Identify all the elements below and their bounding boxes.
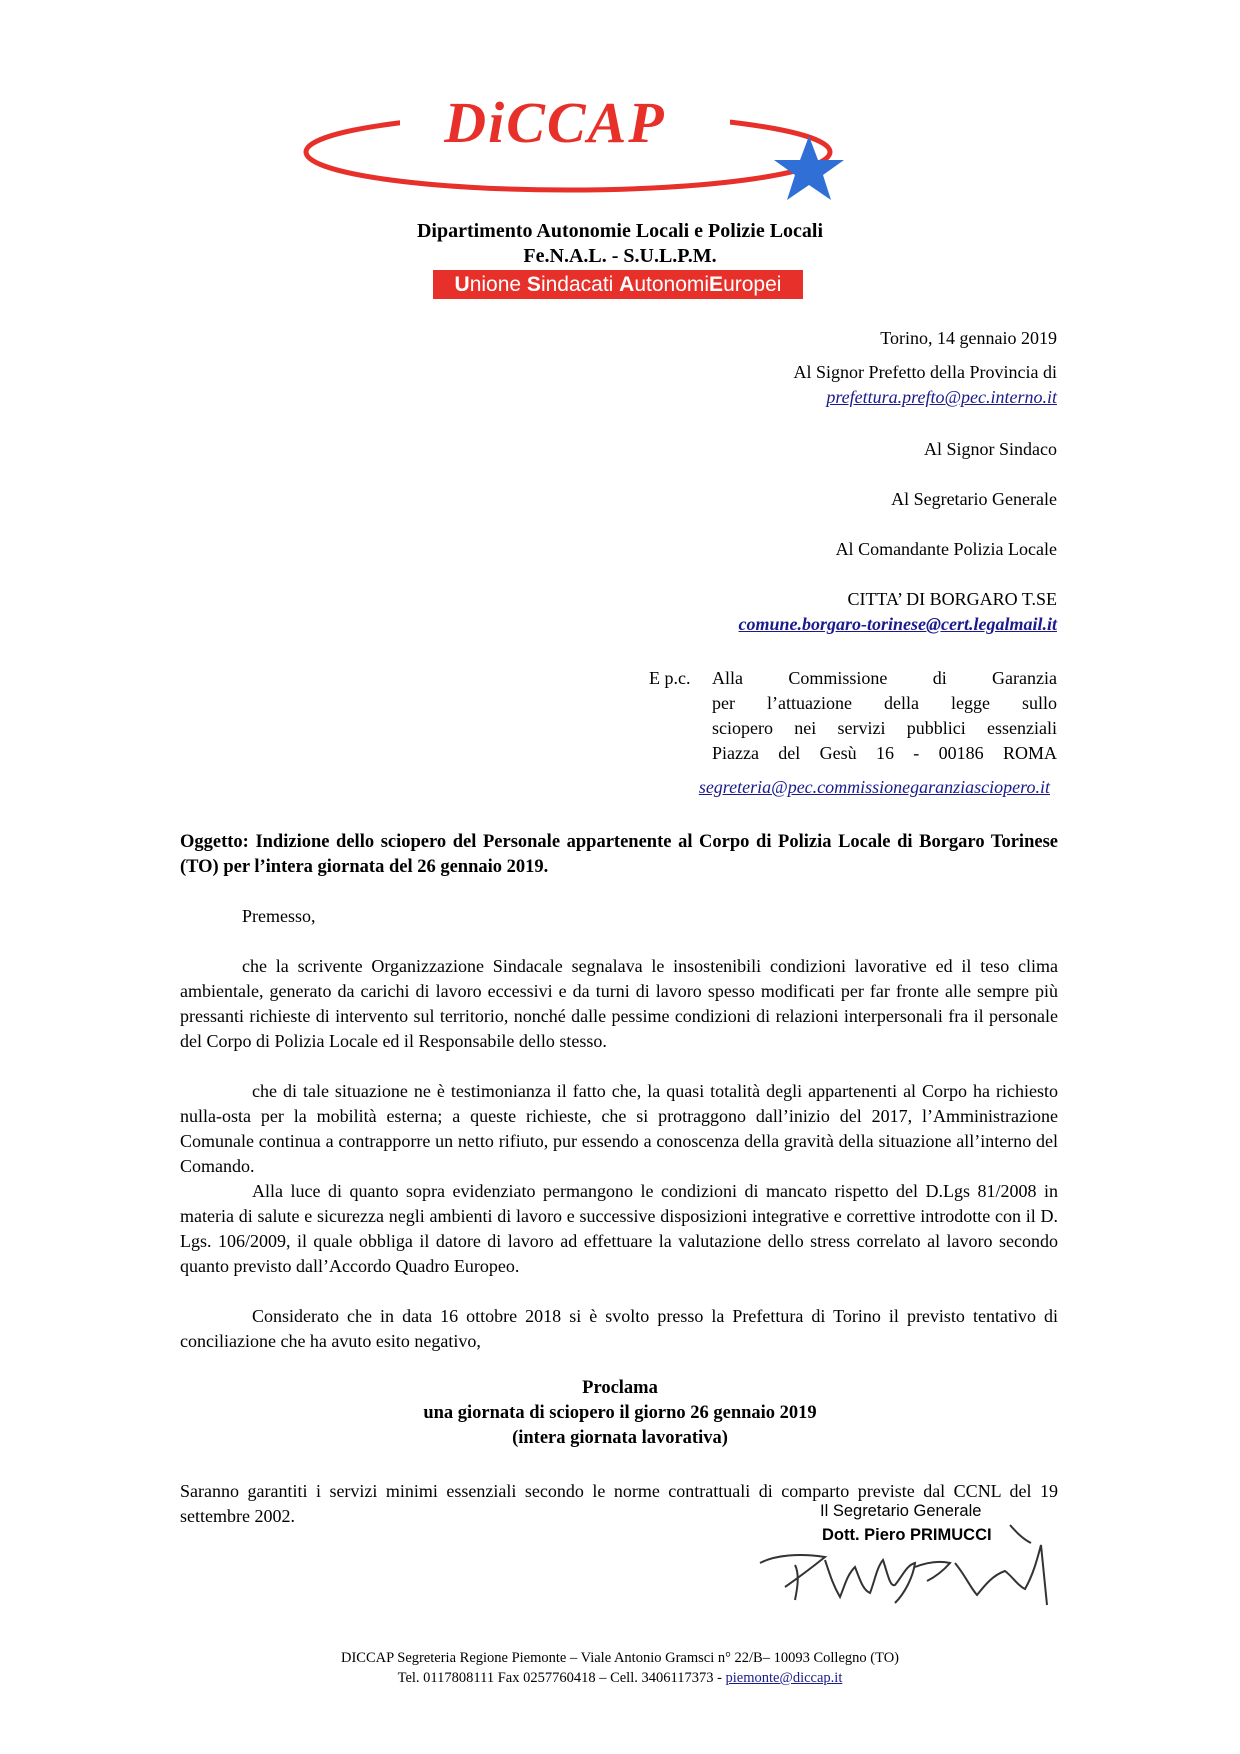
body-paragraph: che la scrivente Organizzazione Sindacale segnalava le insostenibili condizioni lavorative ed il teso clima ambientale, generato da carichi di lavoro eccessivi e da turni di lavoro spesso modificati per far fronte alle sempre più pressanti richieste di intervento sul territorio, nonché dalle pessime condizioni di relazioni interpersonali fra il personale del Corpo di Polizia Locale ed il Responsabile dello stesso. — [180, 956, 1058, 1051]
recipient-comandante: Al Comandante Polizia Locale — [835, 539, 1057, 559]
diccap-logo — [300, 90, 860, 220]
usae-banner: Unione Sindacati AutonomiEuropei — [433, 270, 803, 299]
closing-paragraph: Saranno garantiti i servizi minimi essenziali secondo le norme contrattuali di comparto previste dal CCNL del 19 settembre 2002. — [180, 1481, 1058, 1526]
epc-email[interactable]: segreteria@pec.commissionegaranziasciopero.it — [698, 777, 1050, 797]
proclama-line2: (intera giornata lavorativa) — [512, 1428, 728, 1448]
epc-block — [649, 666, 1057, 766]
footer-phone-numbers: Tel. 0117808111 Fax 0257760418 – Cell. 3406117373 - — [397, 1670, 726, 1686]
recipient-citta: CITTA’ DI BORGARO T.SE — [847, 589, 1057, 609]
federation-title: Fe.N.A.L. - S.U.L.P.M. — [523, 245, 717, 267]
letter-subject: Oggetto: Indizione dello sciopero del Personale appartenente al Corpo di Polizia Locale di Borgaro Torinese (TO) per l’intera giornata del 26 gennaio 2019. — [180, 832, 1058, 877]
logo-text: DiCCAP — [444, 90, 666, 155]
premesso: Premesso, — [242, 906, 316, 926]
recipient-comune-email[interactable]: comune.borgaro-torinese@cert.legalmail.it — [738, 614, 1057, 634]
body-paragraph: Considerato che in data 16 ottobre 2018 si è svolto presso la Prefettura di Torino il previsto tentativo di conciliazione che ha avuto esito negativo, — [180, 1306, 1058, 1351]
proclama-title: Proclama — [582, 1378, 658, 1398]
signature-role: Il Segretario Generale — [820, 1502, 982, 1520]
recipient-segretario: Al Segretario Generale — [891, 489, 1057, 509]
star-icon — [774, 136, 844, 200]
footer-address: DICCAP Segreteria Regione Piemonte – Viale Antonio Gramsci n° 22/B– 10093 Collegno (TO) — [340, 1650, 899, 1666]
recipient-prefetto-email[interactable]: prefettura.prefto@pec.interno.it — [826, 387, 1057, 407]
department-title: Dipartimento Autonomie Locali e Polizie Locali — [416, 220, 824, 242]
recipient-prefetto: Al Signor Prefetto della Provincia di — [793, 362, 1057, 382]
epc-line: sciopero nei servizi pubblici essenziali — [712, 718, 1057, 738]
letter-date: Torino, 14 gennaio 2019 — [880, 328, 1057, 348]
epc-line: per l’attuazione della legge sullo — [712, 693, 1057, 713]
handwritten-signature — [755, 1505, 1065, 1615]
epc-label: E p.c. — [649, 668, 691, 688]
epc-line: Piazza del Gesù 16 - 00186 ROMA — [712, 743, 1057, 763]
proclama-line1: una giornata di sciopero il giorno 26 gennaio 2019 — [423, 1403, 817, 1423]
signature-name: Dott. Piero PRIMUCCI — [822, 1526, 992, 1544]
footer-contacts — [0, 1670, 1240, 1687]
body-paragraph: Alla luce di quanto sopra evidenziato permangono le condizioni di mancato rispetto del D.Lgs 81/2008 in materia di salute e sicurezza negli ambienti di lavoro e successive disposizioni integrative e correttive introdotte con il D. Lgs. 106/2009, il quale obbliga il datore di lavoro ad effettuare la valutazione dello stress correlato al lavoro secondo quanto previsto dall’Accordo Quadro Europeo. — [180, 1181, 1058, 1276]
recipient-sindaco: Al Signor Sindaco — [924, 439, 1057, 459]
epc-line: Alla Commissione di Garanzia — [712, 668, 1057, 688]
footer-email-link[interactable]: piemonte@diccap.it — [725, 1670, 843, 1686]
body-paragraph: che di tale situazione ne è testimonianza il fatto che, la quasi totalità degli appartenenti al Corpo ha richiesto nulla-osta per la mobilità esterna; a queste richieste, che si protraggono dall’inizio del 2017, l’Amministrazione Comunale continua a contrapporre un netto rifiuto, pur essendo a conoscenza della gravità della situazione all’interno del Comando. — [180, 1081, 1058, 1176]
